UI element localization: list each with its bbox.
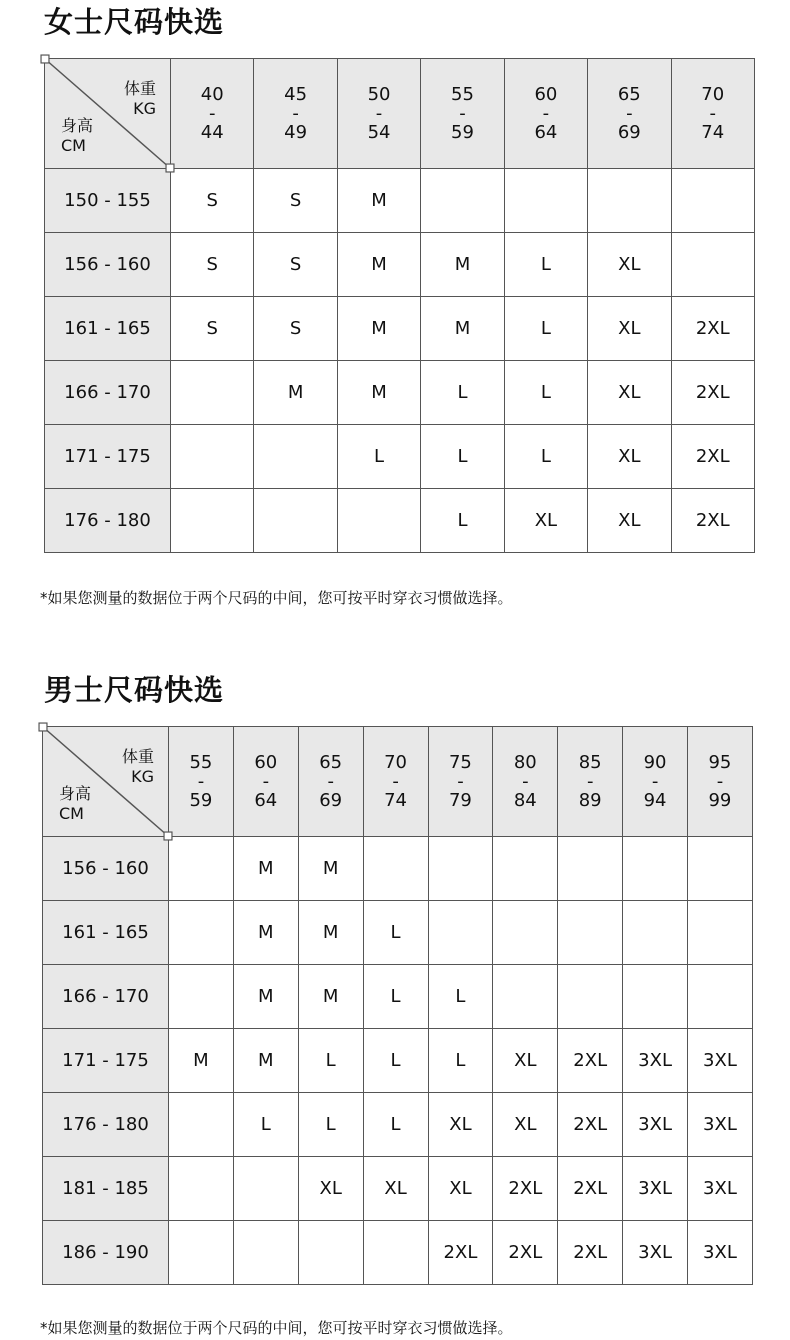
men-size-cell: 3XL [688, 1221, 753, 1285]
women-size-cell: S [254, 233, 337, 297]
men-weight-header [298, 727, 363, 837]
men-size-table [42, 726, 753, 1285]
women-table-row [45, 361, 755, 425]
men-height-range: 161 - 165 [43, 901, 169, 965]
women-size-cell: M [421, 297, 504, 361]
women-height-range: 161 - 165 [45, 297, 171, 361]
men-size-cell: 2XL [493, 1157, 558, 1221]
women-weight-header [254, 59, 337, 169]
women-size-cell: L [421, 489, 504, 553]
men-weight-sep: - [651, 771, 659, 792]
women-weight-from: 70 [701, 84, 725, 105]
women-size-cell [421, 169, 504, 233]
women-size-cell: S [254, 297, 337, 361]
men-weight-to: 69 [319, 790, 343, 811]
men-weight-to: 74 [384, 790, 408, 811]
men-size-cell [298, 1221, 363, 1285]
men-weight-sep: - [327, 771, 334, 792]
men-weight-to: 79 [448, 790, 472, 811]
women-weight-from: 40 [200, 84, 224, 105]
women-height-range: 166 - 170 [45, 361, 171, 425]
men-weight-header [493, 727, 558, 837]
women-size-cell [588, 169, 671, 233]
men-weight-from: 95 [708, 752, 732, 773]
men-size-cell [169, 1221, 234, 1285]
men-corner-weight-label [122, 747, 154, 787]
men-size-cell: 3XL [623, 1093, 688, 1157]
men-size-cell: 2XL [558, 1157, 623, 1221]
men-weight-sep: - [392, 771, 399, 792]
men-size-cell: L [363, 1093, 428, 1157]
men-weight-sep: - [716, 771, 724, 792]
men-size-cell [688, 837, 753, 901]
men-weight-from: 80 [513, 752, 537, 773]
women-header-row [45, 59, 755, 169]
women-weight-sep: - [626, 103, 633, 124]
men-weight-to: 84 [513, 790, 537, 811]
men-size-cell [558, 837, 623, 901]
men-height-range: 181 - 185 [43, 1157, 169, 1221]
men-size-cell: XL [298, 1157, 363, 1221]
men-size-cell: M [298, 837, 363, 901]
men-weight-header [428, 727, 493, 837]
men-size-cell [558, 965, 623, 1029]
men-section-title: 男士尺码快选 [44, 673, 225, 707]
men-size-cell: 3XL [688, 1157, 753, 1221]
men-weight-from: 60 [254, 752, 278, 773]
women-size-cell: L [421, 425, 504, 489]
women-size-cell: XL [588, 489, 671, 553]
men-weight-from: 90 [643, 752, 667, 773]
men-size-cell [363, 1221, 428, 1285]
men-weight-from: 55 [189, 752, 213, 773]
men-weight-header [363, 727, 428, 837]
women-table-row [45, 425, 755, 489]
women-height-range: 176 - 180 [45, 489, 171, 553]
women-corner-height-label [61, 116, 93, 156]
men-size-cell: XL [428, 1157, 493, 1221]
men-weight-header [558, 727, 623, 837]
women-size-cell: L [337, 425, 420, 489]
men-size-cell [233, 1157, 298, 1221]
men-size-cell [169, 837, 234, 901]
men-corner-handle-start [39, 723, 47, 731]
women-weight-sep: - [459, 103, 466, 124]
women-weight-to: 49 [284, 122, 308, 143]
women-size-cell: M [421, 233, 504, 297]
men-size-cell: L [298, 1093, 363, 1157]
women-table-row [45, 489, 755, 553]
men-size-cell [623, 901, 688, 965]
women-size-cell: XL [588, 233, 671, 297]
women-corner-cell [45, 59, 171, 169]
men-size-cell [623, 965, 688, 1029]
men-size-cell: M [298, 901, 363, 965]
men-size-cell: M [233, 1029, 298, 1093]
women-table-row [45, 297, 755, 361]
men-size-cell [493, 965, 558, 1029]
women-weight-to: 64 [534, 122, 558, 143]
men-corner-handle-end [164, 832, 172, 840]
men-weight-header [169, 727, 234, 837]
women-weight-unit: KG [133, 99, 156, 118]
women-size-cell: M [337, 233, 420, 297]
men-size-note: *如果您测量的数据位于两个尺码的中间，您可按平时穿衣习惯做选择。 [40, 1319, 513, 1337]
men-size-cell: XL [428, 1093, 493, 1157]
men-height-range: 166 - 170 [43, 965, 169, 1029]
women-weight-from: 60 [534, 84, 558, 105]
men-size-cell [688, 901, 753, 965]
women-size-cell: M [337, 169, 420, 233]
men-height-label: 身高 [59, 784, 92, 803]
men-size-cell [558, 901, 623, 965]
men-size-cell: 2XL [558, 1029, 623, 1093]
women-section-title: 女士尺码快选 [44, 5, 225, 39]
men-size-cell: 3XL [688, 1029, 753, 1093]
men-weight-sep: - [262, 771, 270, 792]
women-size-cell [171, 489, 254, 553]
women-table-row [45, 233, 755, 297]
women-size-cell: XL [588, 425, 671, 489]
men-weight-from: 85 [578, 752, 602, 773]
men-size-cell [233, 1221, 298, 1285]
men-size-cell: 3XL [623, 1221, 688, 1285]
men-table-row [43, 1029, 753, 1093]
men-corner-height-label [59, 784, 91, 824]
women-weight-sep: - [542, 103, 550, 124]
women-size-cell: S [254, 169, 337, 233]
women-weight-to: 54 [367, 122, 391, 143]
men-corner-cell [43, 727, 169, 837]
women-corner-handle-start [41, 55, 49, 63]
men-weight-from: 70 [384, 752, 408, 773]
women-size-cell [171, 361, 254, 425]
women-weight-to: 69 [617, 122, 641, 143]
men-height-range: 171 - 175 [43, 1029, 169, 1093]
women-size-cell [504, 169, 587, 233]
men-size-cell: L [428, 1029, 493, 1093]
men-weight-to: 64 [254, 790, 278, 811]
men-weight-sep: - [522, 771, 529, 792]
women-size-cell: 2XL [671, 425, 754, 489]
women-size-cell [337, 489, 420, 553]
men-weight-unit: KG [131, 767, 154, 786]
men-weight-header [623, 727, 688, 837]
men-size-cell [169, 1157, 234, 1221]
men-table-row [43, 1157, 753, 1221]
women-height-label: 身高 [61, 116, 94, 135]
men-weight-from: 65 [319, 752, 343, 773]
men-weight-to: 89 [578, 790, 602, 811]
women-size-cell [671, 169, 754, 233]
women-weight-to: 44 [200, 122, 224, 143]
men-weight-to: 99 [708, 790, 732, 811]
women-size-cell: S [171, 169, 254, 233]
women-size-cell [171, 425, 254, 489]
women-weight-sep: - [292, 103, 299, 124]
men-size-cell: L [363, 1029, 428, 1093]
men-size-cell: 2XL [558, 1221, 623, 1285]
women-weight-header [671, 59, 754, 169]
men-weight-label: 体重 [121, 747, 154, 766]
women-height-range: 156 - 160 [45, 233, 171, 297]
women-size-cell: XL [588, 361, 671, 425]
men-size-cell [169, 965, 234, 1029]
women-size-cell: L [504, 361, 587, 425]
men-weight-from: 75 [448, 752, 472, 773]
men-size-cell: 2XL [558, 1093, 623, 1157]
women-weight-header [588, 59, 671, 169]
men-table-row [43, 837, 753, 901]
women-size-cell: S [171, 297, 254, 361]
women-weight-sep: - [208, 103, 216, 124]
women-weight-from: 65 [617, 84, 641, 105]
women-size-cell: M [337, 297, 420, 361]
women-size-cell [254, 489, 337, 553]
men-weight-to: 59 [189, 790, 213, 811]
women-size-cell: XL [504, 489, 587, 553]
women-size-table [44, 58, 755, 553]
men-size-cell: M [233, 901, 298, 965]
men-size-cell [493, 837, 558, 901]
women-weight-sep: - [375, 103, 383, 124]
men-height-range: 176 - 180 [43, 1093, 169, 1157]
men-size-cell: L [363, 965, 428, 1029]
women-size-cell [671, 233, 754, 297]
men-height-unit: CM [59, 804, 84, 823]
men-weight-sep: - [586, 771, 594, 792]
men-table-row [43, 901, 753, 965]
men-size-cell: L [363, 901, 428, 965]
women-weight-to: 74 [701, 122, 725, 143]
women-size-cell: 2XL [671, 297, 754, 361]
men-table-row [43, 1221, 753, 1285]
women-weight-header [421, 59, 504, 169]
men-size-cell: M [169, 1029, 234, 1093]
women-size-cell: XL [588, 297, 671, 361]
men-size-cell: 3XL [623, 1029, 688, 1093]
men-weight-sep: - [457, 771, 464, 792]
men-table-row [43, 965, 753, 1029]
men-weight-header [688, 727, 753, 837]
men-size-cell [169, 901, 234, 965]
men-size-cell: L [298, 1029, 363, 1093]
men-size-cell: 3XL [623, 1157, 688, 1221]
men-size-cell: 2XL [428, 1221, 493, 1285]
women-weight-to: 59 [451, 122, 474, 143]
men-size-cell: M [298, 965, 363, 1029]
women-height-range: 171 - 175 [45, 425, 171, 489]
women-size-cell: 2XL [671, 489, 754, 553]
men-weight-sep: - [197, 771, 205, 792]
men-size-cell: L [428, 965, 493, 1029]
women-weight-header [171, 59, 254, 169]
men-size-cell: XL [493, 1029, 558, 1093]
men-size-cell: 3XL [688, 1093, 753, 1157]
women-size-cell: S [171, 233, 254, 297]
men-height-range: 156 - 160 [43, 837, 169, 901]
women-size-cell: M [337, 361, 420, 425]
men-size-cell: L [233, 1093, 298, 1157]
women-height-unit: CM [61, 136, 86, 155]
women-size-cell: L [504, 297, 587, 361]
women-weight-label: 体重 [123, 79, 156, 98]
women-height-range: 150 - 155 [45, 169, 171, 233]
women-size-cell: L [504, 233, 587, 297]
men-weight-header [233, 727, 298, 837]
women-weight-from: 45 [284, 84, 308, 105]
men-weight-to: 94 [643, 790, 667, 811]
men-size-cell [428, 901, 493, 965]
women-size-cell: L [504, 425, 587, 489]
men-size-cell [363, 837, 428, 901]
women-corner-weight-label [124, 79, 156, 119]
men-header-row [43, 727, 753, 837]
women-weight-header [337, 59, 420, 169]
women-size-cell: M [254, 361, 337, 425]
men-size-cell: M [233, 837, 298, 901]
women-corner-handle-end [166, 164, 174, 172]
women-weight-sep: - [709, 103, 716, 124]
women-size-cell [254, 425, 337, 489]
men-size-cell [493, 901, 558, 965]
men-size-cell [428, 837, 493, 901]
men-size-cell: 2XL [493, 1221, 558, 1285]
women-weight-from: 55 [451, 84, 474, 105]
women-weight-from: 50 [367, 84, 391, 105]
women-size-cell: L [421, 361, 504, 425]
men-size-cell [169, 1093, 234, 1157]
men-size-cell: M [233, 965, 298, 1029]
women-weight-header [504, 59, 587, 169]
men-size-cell [623, 837, 688, 901]
women-size-note: *如果您测量的数据位于两个尺码的中间，您可按平时穿衣习惯做选择。 [40, 589, 513, 607]
men-size-cell [688, 965, 753, 1029]
women-table-row [45, 169, 755, 233]
women-size-cell: 2XL [671, 361, 754, 425]
men-height-range: 186 - 190 [43, 1221, 169, 1285]
men-size-cell: XL [363, 1157, 428, 1221]
men-size-cell: XL [493, 1093, 558, 1157]
men-table-row [43, 1093, 753, 1157]
